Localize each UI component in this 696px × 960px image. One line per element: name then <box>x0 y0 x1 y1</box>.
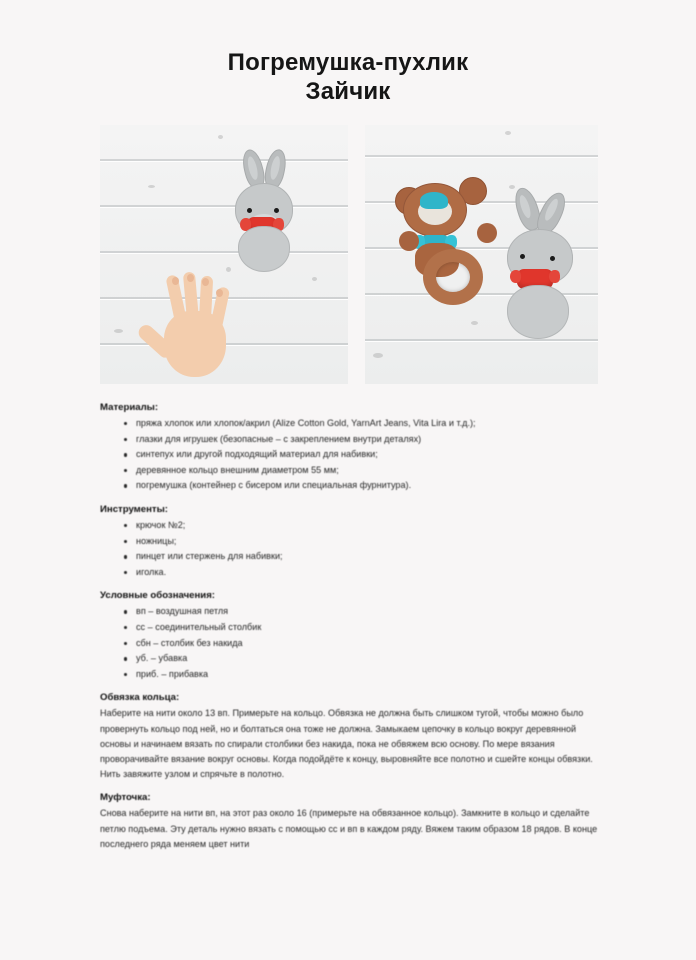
list-item: пинцет или стержень для набивки; <box>136 549 598 565</box>
abbreviations-heading: Условные обозначения: <box>100 590 215 602</box>
palm <box>164 311 226 377</box>
list-item: глазки для игрушек (безопасные – с закреплением внутри деталях) <box>136 432 598 448</box>
bunny-eye-right <box>274 208 279 213</box>
list-item: ножницы; <box>136 534 598 550</box>
list-item: приб. – прибавка <box>136 667 598 683</box>
bunny2-eye-right <box>550 256 555 261</box>
bunny-body <box>238 226 290 272</box>
materials-list <box>100 416 598 494</box>
bear-turquoise-cap <box>420 192 448 209</box>
title-line-2: Зайчик <box>305 78 391 105</box>
tools-heading: Инструменты: <box>100 503 168 515</box>
list-item: сс – соединительный столбик <box>136 620 598 636</box>
bunny2-body <box>507 285 569 339</box>
photo-gallery <box>100 125 598 384</box>
bear-head <box>403 183 467 237</box>
list-item: погремушка (контейнер с бисером или специальная фурнитура). <box>136 478 598 494</box>
list-item: крючок №2; <box>136 518 598 534</box>
list-item: уб. – убавка <box>136 651 598 667</box>
title-line-1: Погремушка-пухлик <box>227 49 469 76</box>
list-item: сбн – столбик без накида <box>136 636 598 652</box>
list-item: иголка. <box>136 565 598 581</box>
list-item: вп – воздушная петля <box>136 604 598 620</box>
bear-arm-right <box>477 223 497 243</box>
tools-list <box>100 518 598 580</box>
materials-heading: Материалы: <box>100 402 159 413</box>
muff-heading: Муфточка: <box>100 792 151 804</box>
list-item: деревянное кольцо внешним диаметром 55 мм; <box>136 463 598 479</box>
bunny-eye-left <box>247 208 252 213</box>
list-item: синтепух или другой подходящий материал для набивки; <box>136 447 598 463</box>
bear-arm-left <box>399 231 419 251</box>
muff-paragraph: Снова наберите на нити вп, на этот раз около 16 (примерьте на обвязанное кольцо). Замкните в кольцо и сделайте петлю подъема. Эту деталь нужно вязать с помощью сс и вп в каждом ряду. Вяжем таким образом 18 рядов. В конце последнего ряда меняем цвет нити <box>100 808 598 849</box>
page-title <box>0 0 696 106</box>
photo-bear-and-bunny-rattles <box>365 125 598 384</box>
list-item: пряжа хлопок или хлопок/акрил (Alize Cotton Gold, YarnArt Jeans, Vita Lira и т.д.); <box>136 416 598 432</box>
ring-cover-paragraph: Наберите на нити около 13 вп. Примерьте на кольцо. Обвязка не должна быть слишком тугой, чтобы можно было провернуть кольцо под ней, но и болтаться она тоже не должна. Замыкаем цепочку в кольцо вокруг деревянной основы и начинаем вязать по спирали столбики без накида, пока не обвяжем всю основу. По мере вязания проворачивайте вязание вокруг основы. Когда подойдёте к концу, выровняйте все полотно и сшейте концы обвязки. Нить завяжите узлом и спрячьте в полотно. <box>100 708 593 780</box>
abbreviations-list <box>100 604 598 682</box>
ring-cover-heading: Обвязка кольца: <box>100 692 180 704</box>
pattern-text <box>100 401 598 852</box>
photo-bunny-rattle-with-hand <box>100 125 348 384</box>
bunny2-eye-left <box>520 254 525 259</box>
wooden-teether-ring <box>423 249 483 305</box>
